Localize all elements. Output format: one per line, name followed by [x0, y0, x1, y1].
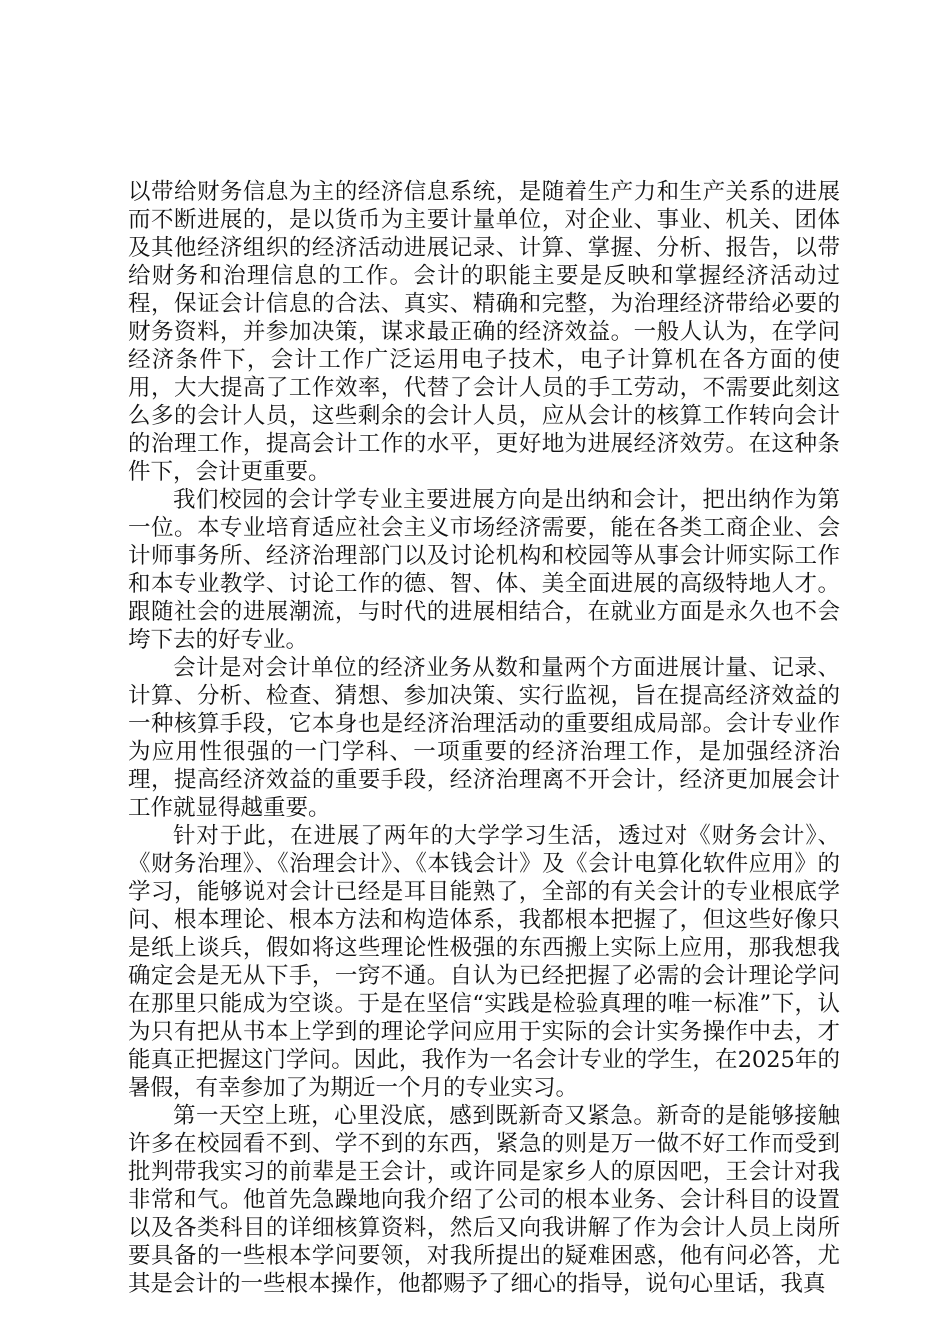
paragraph-5: 第一天空上班，心里没底，感到既新奇又紧急。新奇的是能够接触许多在校园看不到、学不到的东西，紧急的则是万一做不好工作而受到批判带我实习的前辈是王会计，或许同是家乡人的原因吧，王会计对我非常和气。他首先急躁地向我介绍了公司的根本业务、会计科目的设置以及各类科目的详细核算资料，然后又向我讲解了作为会计人员上岗所要具备的一些根本学问要领，对我所提出的疑难困惑，他有问必答，尤其是会计的一些根本操作，他都赐予了细心的指导，说句心里话，我真: [128, 1103, 840, 1297]
paragraph-3: 会计是对会计单位的经济业务从数和量两个方面进展计量、记录、计算、分析、检查、猜想、参加决策、实行监视，旨在提高经济效益的一种核算手段，它本身也是经济治理活动的重要组成局部。会计专业作为应用性很强的一门学科、一项重要的经济治理工作，是加强经济治理，提高经济效益的重要手段，经济治理离不开会计，经济更加展会计工作就显得越重要。: [128, 655, 840, 821]
paragraph-4: 针对于此，在进展了两年的大学学习生活，透过对《财务会计》、《财务治理》、《治理会计》、《本钱会计》及《会计电算化软件应用》的学习，能够说对会计已经是耳目能熟了，全部的有关会计的专业根底学问、根本理论、根本方法和构造体系，我都根本把握了，但这些好像只是纸上谈兵，假如将这些理论性极强的东西搬上实际上应用，那我想我确定会是无从下手，一窍不通。自认为已经把握了必需的会计理论学问在那里只能成为空谈。于是在坚信“实践是检验真理的唯一标准”下，认为只有把从书本上学到的理论学问应用于实际的会计实务操作中去，才能真正把握这门学问。因此，我作为一名会计专业的学生，在2025年的暑假，有幸参加了为期近一个月的专业实习。: [128, 823, 840, 1101]
document-body: [128, 178, 840, 1298]
paragraph-2: 我们校园的会计学专业主要进展方向是出纳和会计，把出纳作为第一位。本专业培育适应社会主义市场经济需要，能在各类工商企业、会计师事务所、经济治理部门以及讨论机构和校园等从事会计师实际工作和本专业教学、讨论工作的德、智、体、美全面进展的高级特地人才。跟随社会的进展潮流，与时代的进展相结合，在就业方面是永久也不会垮下去的好专业。: [128, 487, 840, 653]
paragraph-1: 以带给财务信息为主的经济信息系统，是随着生产力和生产关系的进展而不断进展的，是以货币为主要计量单位，对企业、事业、机关、团体及其他经济组织的经济活动进展记录、计算、掌握、分析、报告，以带给财务和治理信息的工作。会计的职能主要是反映和掌握经济活动过程，保证会计信息的合法、真实、精确和完整，为治理经济带给必要的财务资料，并参加决策，谋求最正确的经济效益。一般人认为，在学问经济条件下，会计工作广泛运用电子技术，电子计算机在各方面的使用，大大提高了工作效率，代替了会计人员的手工劳动，不需要此刻这么多的会计人员，这些剩余的会计人员，应从会计的核算工作转向会计的治理工作，提高会计工作的水平，更好地为进展经济效劳。在这种条件下，会计更重要。: [128, 179, 840, 485]
